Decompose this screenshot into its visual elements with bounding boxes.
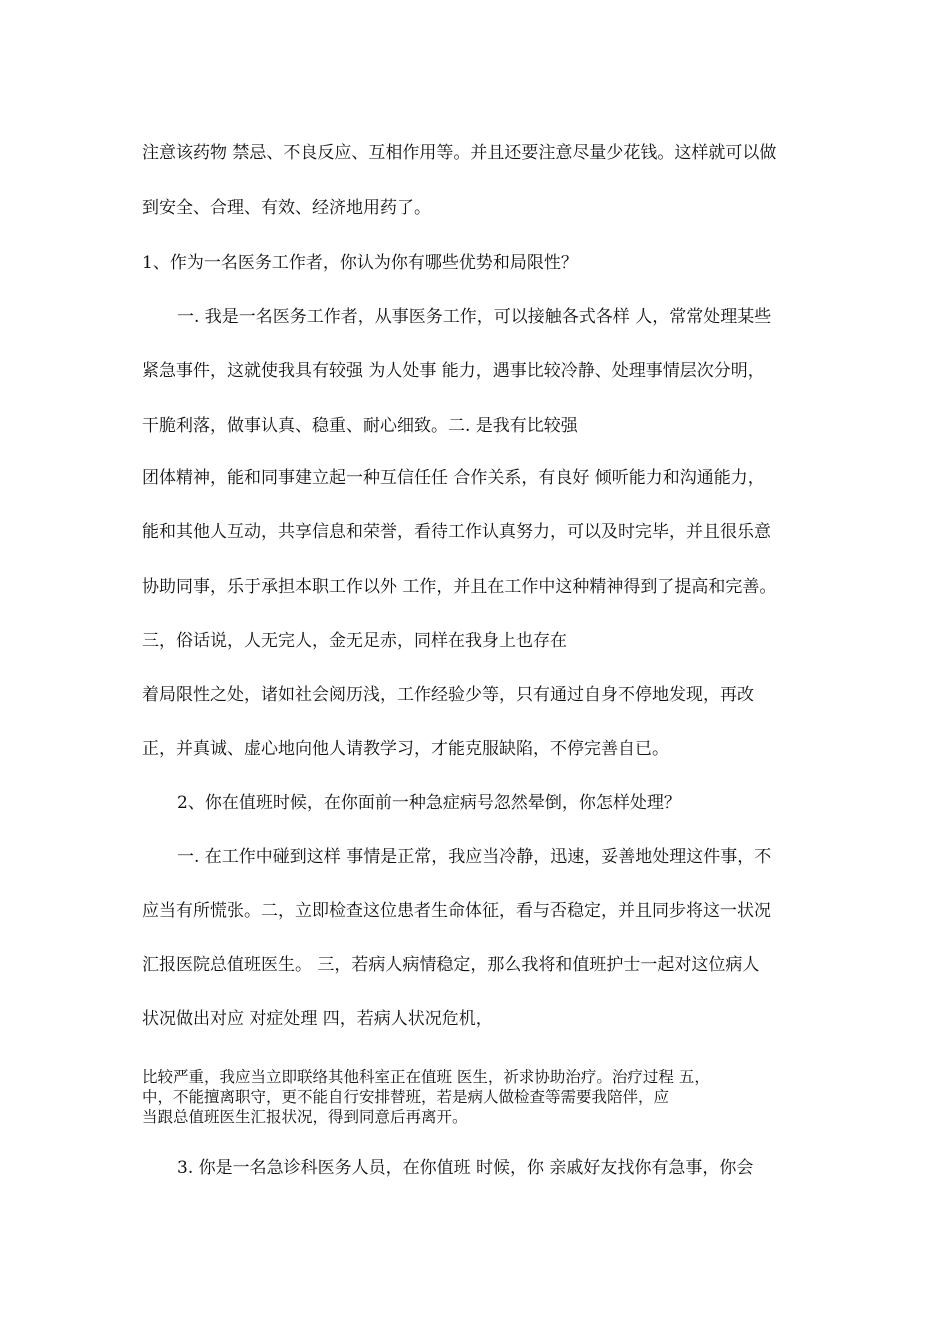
text-line: 三，俗话说，人无完人，金无足赤，同样在我身上也存在	[142, 631, 567, 651]
question-heading: 2、你在值班时候，在你面前一种急症病号忽然晕倒，你怎样处理？	[177, 793, 681, 813]
text-line: 着局限性之处，诸如社会阅历浅，工作经验少等，只有通过自身不停地发现，再改	[142, 685, 754, 705]
text-line: 当跟总值班医生汇报状况，得到同意后再离开。	[142, 1108, 468, 1126]
text-line: 干脆利落，做事认真、稳重、耐心细致。二. 是我有比较强	[142, 416, 578, 436]
text-line: 状况做出对应 对症处理 四，若病人状况危机，	[142, 1009, 493, 1029]
text-line: 团体精神，能和同事建立起一种互信任任 合作关系，有良好 倾听能力和沟通能力，	[142, 468, 765, 488]
text-line: 一. 在工作中碰到这样 事情是正常，我应当冷静，迅速，妥善地处理这件事，不	[177, 847, 772, 867]
text-line: 正，并真诚、虚心地向他人请教学习，才能克服缺陷，不停完善自已。	[142, 739, 669, 759]
text-line: 协助同事，乐于承担本职工作以外 工作，并且在工作中这种精神得到了提高和完善。	[142, 577, 777, 597]
text-line: 注意该药物 禁忌、不良反应、互相作用等。并且还要注意尽量少花钱。这样就可以做	[142, 143, 777, 163]
text-line: 应当有所慌张。二，立即检查这位患者生命体征，看与否稳定，并且同步将这一状况	[142, 901, 771, 921]
text-line: 中，不能擅离职守，更不能自行安排替班，若是病人做检查等需要我陪伴，应	[142, 1088, 670, 1106]
question-heading: 3. 你是一名急诊科医务人员，在你值班 时候，你 亲戚好友找你有急事，你会	[177, 1158, 754, 1178]
question-heading: 1、作为一名医务工作者，你认为你有哪些优势和局限性？	[142, 253, 578, 273]
text-line: 能和其他人互动，共享信息和荣誉，看待工作认真努力，可以及时完毕，并且很乐意	[142, 522, 771, 542]
text-line: 一. 我是一名医务工作者，从事医务工作，可以接触各式各样 人，常常处理某些	[177, 307, 772, 327]
text-line: 到安全、合理、有效、经济地用药了。	[142, 198, 431, 218]
text-line: 比较严重，我应当立即联络其他科室正在值班 医生，祈求协助治疗。治疗过程 五，	[142, 1068, 710, 1086]
text-line: 汇报医院总值班医生。 三，若病人病情稳定，那么我将和值班护士一起对这位病人	[142, 955, 760, 975]
text-line: 紧急事件，这就使我具有较强 为人处事 能力，遇事比较冷静、处理事情层次分明，	[142, 361, 765, 381]
